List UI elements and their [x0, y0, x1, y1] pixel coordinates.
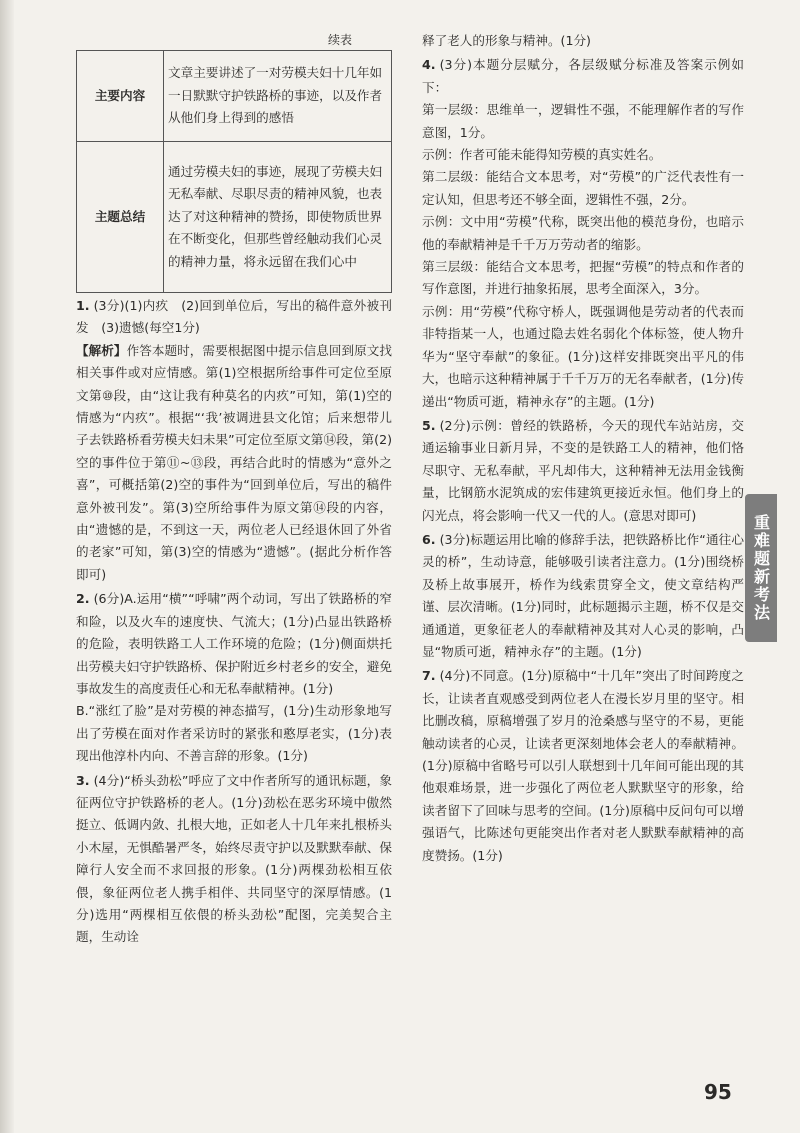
section-side-tab [745, 494, 777, 642]
table-header-cell: 主要内容 [77, 51, 164, 142]
analysis-text: 作答本题时，需要根据图中提示信息回到原文找相关事件或对应情感。第(1)空根据所给事件可定位至原文第⑩段，由“这让我有种莫名的内疚”可知，第(1)空的情感为“内疚”。根据“‘我’被调进县文化馆；后来想带儿子去铁路桥看劳模夫妇未果”可定位至原文第⑭段，第(2)空的事件位于第⑪~⑬段，再结合此时的情感为“意外之喜”，可概括第(2)空的事件为“回到单位后，写出的稿件意外被刊发”。第(3)空所给事件为原文第⑭段的内容，由“遗憾的是，不到这一天，两位老人已经退休回了外省的老家”可知，第(3)空的情感为“遗憾”。(据此分析作答即可) [76, 342, 393, 582]
question-answer: (2分)示例：曾经的铁路桥，今天的现代车站站房，交通运输事业日新月异，不变的是铁路工人的精神，他们恪尽职守、无私奉献，平凡却伟大，这种精神无法用金钱衡量，比钢筋水泥筑成的宏伟建筑更接近永恒。他们身上的闪光点，将会影响一代又一代的人。(意思对即可) [422, 417, 744, 523]
question-answer: (4分)“桥头劲松”呼应了文中作者所写的通讯标题，象征两位守护铁路桥的老人。(1分)劲松在恶劣环境中傲然挺立、低调内敛、扎根大地，正如老人十几年来扎根桥头小木屋，无惧酷暑严冬，始终尽责守护以及默默奉献、保障行人安全而不求回报的形象。(1分)两棵劲松相互依偎，象征两位老人携手相伴、共同坚守的深厚情感。(1分)选用“两棵相互依偎的桥头劲松”配图，完美契合主题，生动诠 [76, 772, 392, 945]
table-row [77, 51, 392, 142]
question-number: 2. [76, 591, 90, 607]
page-edge [0, 0, 14, 1133]
question-answer: (4分)不同意。(1分)原稿中“十几年”突出了时间跨度之长，让读者直观感受到两位老人在漫长岁月里的坚守。相比删改稿，原稿增强了岁月的沧桑感与坚守的不易，更能触动读者的心灵，让读者更深刻地体会老人的奉献精神。(1分)原稿中省略号可以引人联想到十几年间可能出现的其他艰难场景，进一步强化了两位老人默默坚守的形象，给读者留下了回味与思考的空间。(1分)原稿中反问句可以增强语气，比陈述句更能突出作者对老人默默奉献精神的高度赞扬。(1分) [422, 668, 744, 863]
summary-table [76, 50, 392, 293]
question-number: 1. [76, 298, 90, 313]
question-answer-a: (6分)A.运用“横”“呼啸”两个动词，写出了铁路桥的窄和险，以及火车的速度快、气流大；(1分)凸显出铁路桥的危险，表明铁路工人工作环境的危险；(1分)侧面烘托出劳模夫妇守护铁路桥、保护附近乡村老乡的安全，避免事故发生的高度责任心和无私奉献精神。(1分) [76, 591, 392, 696]
page-number: 95 [704, 1080, 732, 1104]
question-number: 7. [422, 668, 436, 684]
level-2: 第二层级：能结合文本思考，对“劳模”的广泛代表性有一定认知，但思考还不够全面，逻辑性不强，2分。 [422, 169, 744, 207]
question-6 [422, 529, 744, 663]
question-answer: (3分)标题运用比喻的修辞手法，把铁路桥比作“通往心灵的桥”，生动诗意，能够吸引读者注意力。(1分)围绕桥及桥上故事展开，桥作为线索贯穿全文，使文章结构严谨、层次清晰。(1分)同时，此标题揭示主题，桥不仅是交通通道，更象征老人的奉献精神及其对人心灵的影响，凸显“物质可逝，精神永存”的主题。(1分) [422, 531, 744, 659]
question-answer: (3分)本题分层赋分，各层级赋分标准及答案示例如下： [422, 57, 744, 95]
question-7 [422, 665, 744, 867]
right-column [422, 30, 744, 867]
question-number: 4. [422, 57, 436, 73]
level-1-example: 示例：作者可能未能得知劳模的真实姓名。 [422, 147, 662, 163]
level-3-example: 示例：用“劳模”代称守桥人，既强调他是劳动者的代表而非特指某一人，也通过隐去姓名弱化个体标签，使人物升华为“坚守奉献”的象征。(1分)这样安排既突出平凡的伟大，也暗示这种精神属于千千万万的无名奉献者，(1分)传递出“物质可逝，精神永存”的主题。(1分) [422, 303, 744, 409]
section-side-tab-label: 重难题新考法 [751, 514, 771, 622]
level-1: 第一层级：思维单一，逻辑性不强，不能理解作者的写作意图，1分。 [422, 102, 744, 140]
question-5 [422, 415, 744, 527]
table-cell: 通过劳模夫妇的事迹，展现了劳模夫妇无私奉献、尽职尽责的精神风貌，也表达了对这种精神的赞扬，即使物质世界在不断变化，但那些曾经触动我们心灵的精神力量，将永远留在我们心中 [164, 142, 392, 293]
left-column [76, 30, 392, 949]
table-row [77, 142, 392, 293]
question-3 [76, 770, 392, 949]
level-2-example: 示例：文中用“劳模”代称，既突出他的模范身份，也暗示他的奉献精神是千千万万劳动者的缩影。 [422, 214, 744, 252]
question-2 [76, 588, 392, 700]
table-cell: 文章主要讲述了一对劳模夫妇十几年如一日默默守护铁路桥的事迹，以及作者从他们身上得到的感悟 [164, 51, 392, 142]
level-3: 第三层级：能结合文本思考，把握“劳模”的特点和作者的写作意图，并进行抽象拓展，思考全面深入，3分。 [422, 259, 744, 297]
question-2-part-b: B.“涨红了脸”是对劳模的神态描写，(1分)生动形象地写出了劳模在面对作者采访时的紧张和憨厚老实，(1分)表现出他淳朴内向、不善言辞的形象。(1分) [76, 703, 392, 764]
table-header-cell: 主题总结 [77, 142, 164, 293]
table-caption: 续表 [327, 33, 352, 47]
question-number: 5. [422, 417, 436, 433]
question-answer: (3分)(1)内疚 (2)回到单位后，写出的稿件意外被刊发 (3)遗憾(每空1分) [76, 298, 392, 336]
question-number: 3. [76, 772, 90, 788]
question-3-continued: 释了老人的形象与精神。(1分) [422, 33, 591, 48]
analysis [76, 340, 392, 586]
analysis-label: 【解析】 [76, 342, 127, 358]
question-1 [76, 295, 392, 340]
question-4 [422, 54, 744, 99]
question-number: 6. [422, 531, 436, 547]
